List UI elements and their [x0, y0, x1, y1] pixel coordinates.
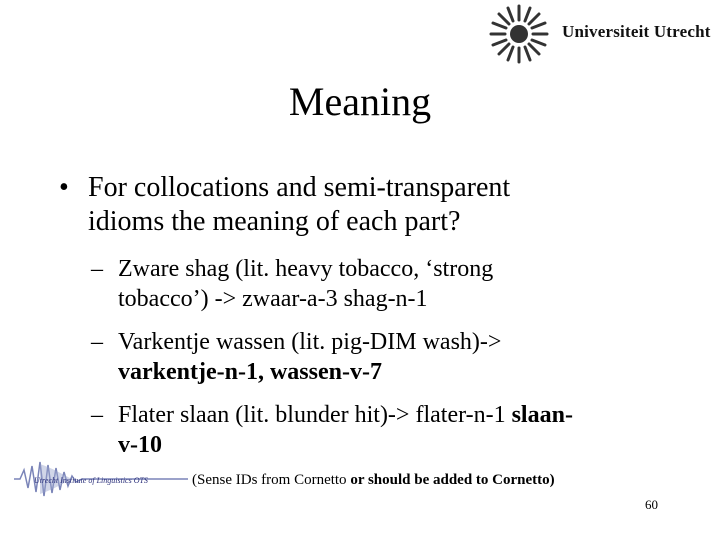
main-bullet: [59, 171, 688, 239]
sense-id: varkentje-n-1: [118, 359, 258, 385]
note-bold-text: or should be added to Cornetto): [350, 472, 555, 488]
note-text: (Sense IDs from Cornetto: [192, 472, 351, 488]
sense-id-note: [192, 471, 555, 489]
university-logo: [487, 2, 720, 66]
subbullet-line-1: Zware shag (lit. heavy tobacco, ‘strong: [118, 256, 494, 282]
subbullet-line-2: tobacco’) -> zwaar-a-3 shag-n-1: [118, 286, 428, 312]
bullet-line-2: idioms the meaning of each part?: [88, 206, 461, 237]
subbullet-text: Flater slaan (lit. blunder hit)-> flater-n-1: [118, 402, 512, 428]
subbullet-marker: –: [91, 256, 103, 282]
university-name: Universiteit Utrecht: [562, 22, 711, 41]
bullet-line-1: For collocations and semi-transparent: [88, 172, 511, 203]
subbullet-line-2: [118, 430, 678, 460]
ots-logo-text: Utrecht Institute of Linguistics OTS: [34, 476, 148, 485]
sense-id: wassen-v-7: [269, 359, 382, 385]
subbullet-line-2: [118, 357, 678, 387]
slide-title: Meaning: [288, 79, 432, 124]
subbullet-marker: –: [91, 329, 103, 355]
bullet-marker: •: [59, 172, 69, 203]
subbullet-marker: –: [91, 402, 103, 428]
page-number: 60: [645, 497, 658, 512]
sun-emblem-icon: [487, 2, 551, 66]
subbullet-flater-slaan: [91, 400, 678, 460]
subbullet-line-1: Varkentje wassen (lit. pig-DIM wash)->: [118, 329, 502, 355]
sense-id: v-10: [118, 432, 162, 458]
separator: ,: [257, 359, 270, 385]
subbullet-zware-shag: [91, 254, 678, 314]
subbullet-line-1: [118, 400, 678, 430]
ots-logo: [12, 456, 192, 502]
sense-id: slaan-: [511, 402, 573, 428]
subbullet-varkentje-wassen: [91, 327, 678, 387]
